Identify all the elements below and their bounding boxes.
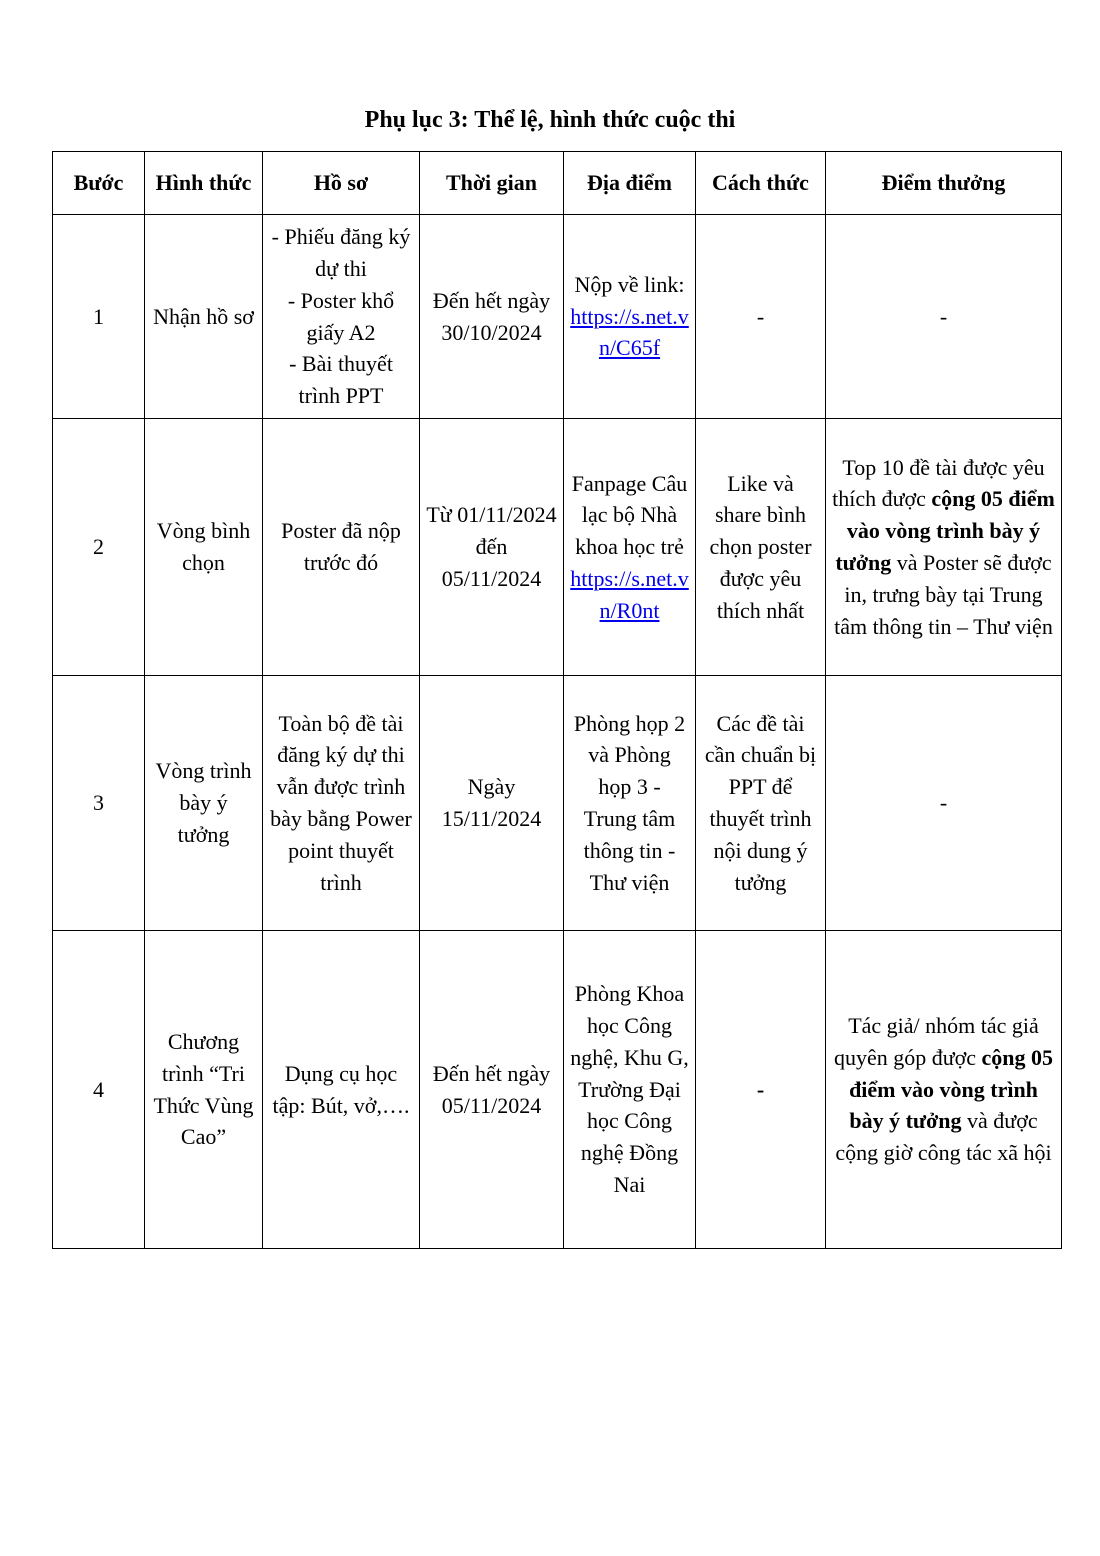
reward-text: và được cộng giờ công tác xã hội: [835, 1108, 1052, 1166]
dossier-line: - Poster khổ giấy A2: [287, 287, 395, 345]
header-dossier: Hồ sơ: [263, 152, 420, 215]
cell-place: [564, 419, 696, 676]
table-row: [53, 215, 1062, 419]
header-reward: Điểm thưởng: [826, 152, 1062, 215]
header-method: Cách thức: [696, 152, 826, 215]
reward-text: Tác giả/ nhóm tác giả quyên góp được: [833, 1013, 1039, 1070]
cell-step: 2: [53, 419, 145, 676]
cell-reward: -: [826, 676, 1062, 931]
header-row: [53, 152, 1062, 215]
reward-text: và Poster sẽ được in, trưng bày tại Trung tâm thông tin – Thư viện: [834, 550, 1053, 639]
cell-place: [564, 215, 696, 419]
cell-form: Chương trình “Tri Thức Vùng Cao”: [145, 931, 263, 1249]
reward-bold-text: cộng 05 điểm vào vòng trình bày ý tưởng: [849, 1044, 1054, 1134]
cell-form: Vòng bình chọn: [145, 419, 263, 676]
dossier-line: - Phiếu đăng ký dự thi: [271, 224, 411, 281]
fanpage-link[interactable]: https://s.net.vn/R0nt: [570, 565, 689, 623]
header-form: Hình thức: [145, 152, 263, 215]
cell-dossier: Dụng cụ học tập: Bút, vở,….: [263, 931, 420, 1249]
rules-table: [52, 151, 1062, 1249]
cell-reward: [826, 931, 1062, 1249]
cell-step: 4: [53, 931, 145, 1249]
reward-text: Top 10 đề tài được yêu thích được: [832, 454, 1045, 512]
table-row: [53, 419, 1062, 676]
header-place: Địa điểm: [564, 152, 696, 215]
cell-time: Đến hết ngày 05/11/2024: [420, 931, 564, 1249]
cell-dossier: [263, 215, 420, 419]
cell-dossier: Toàn bộ đề tài đăng ký dự thi vẫn được trình bày bằng Power point thuyết trình: [263, 676, 420, 931]
cell-time: Từ 01/11/2024 đến 05/11/2024: [420, 419, 564, 676]
cell-method: -: [696, 215, 826, 419]
cell-form: Vòng trình bày ý tưởng: [145, 676, 263, 931]
cell-reward: -: [826, 215, 1062, 419]
cell-form: Nhận hồ sơ: [145, 215, 263, 419]
cell-place: Phòng họp 2 và Phòng họp 3 - Trung tâm thông tin - Thư viện: [564, 676, 696, 931]
cell-place: Phòng Khoa học Công nghệ, Khu G, Trường Đại học Công nghệ Đồng Nai: [564, 931, 696, 1249]
submission-link[interactable]: https://s.net.vn/C65f: [570, 303, 689, 361]
place-text: Fanpage Câu lạc bộ Nhà khoa học trẻ: [571, 470, 688, 560]
cell-method: Các đề tài cần chuẩn bị PPT để thuyết trình nội dung ý tưởng: [696, 676, 826, 931]
page-title: Phụ lục 3: Thể lệ, hình thức cuộc thi: [364, 107, 736, 133]
table-row: [53, 676, 1062, 931]
cell-reward: [826, 419, 1062, 676]
cell-dossier: Poster đã nộp trước đó: [263, 419, 420, 676]
header-step: Bước: [53, 152, 145, 215]
dossier-line: - Bài thuyết trình PPT: [289, 351, 393, 409]
table-row: [53, 931, 1062, 1249]
cell-time: Ngày 15/11/2024: [420, 676, 564, 931]
cell-step: 1: [53, 215, 145, 419]
place-text: Nộp về link:: [574, 271, 685, 297]
reward-bold-text: cộng 05 điểm vào vòng trình bày ý tưởng: [835, 486, 1055, 575]
header-time: Thời gian: [420, 152, 564, 215]
cell-step: 3: [53, 676, 145, 931]
cell-method: -: [696, 931, 826, 1249]
cell-time: Đến hết ngày 30/10/2024: [420, 215, 564, 419]
cell-method: Like và share bình chọn poster được yêu thích nhất: [696, 419, 826, 676]
